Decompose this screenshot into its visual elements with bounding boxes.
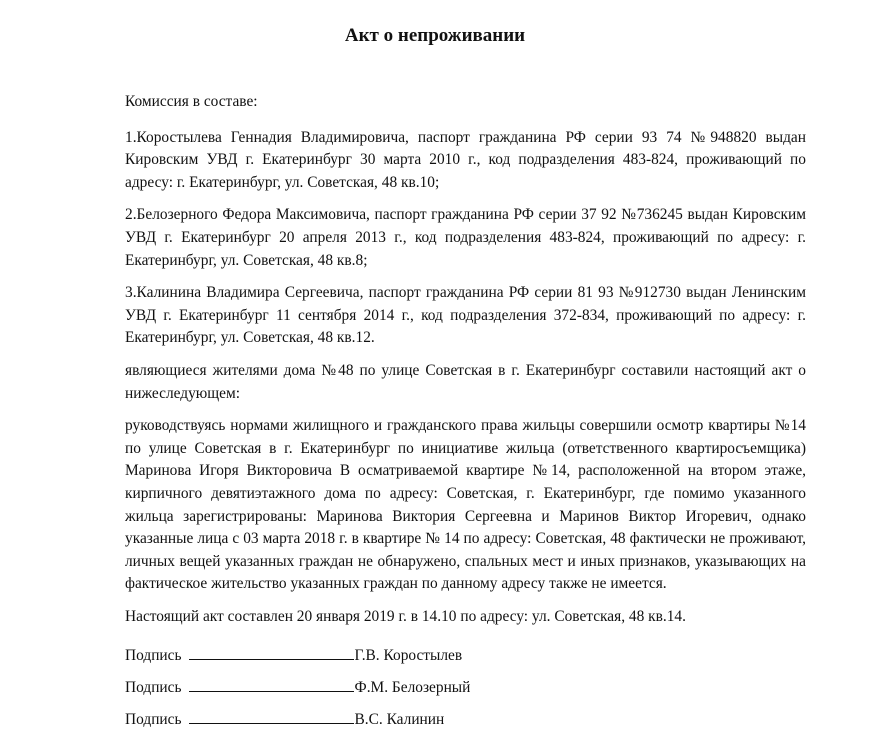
signature-line: [189, 644, 354, 660]
signature-row-1: [125, 644, 806, 666]
signature-row-3: [125, 708, 806, 730]
commission-member-1: 1.Коростылева Геннадия Владимировича, паспорт гражданина РФ серии 93 74 №948820 выдан Кировским УВД г. Екатеринбург 30 марта 2010 г., код подразделения 483-824, проживающий по адресу: г. Екатеринбург, ул. Советская, 48 кв.10;: [125, 128, 806, 191]
commission-member-2: 2.Белозерного Федора Максимовича, паспорт гражданина РФ серии 37 92 №736245 выдан Кировским УВД г. Екатеринбург 20 апреля 2013 г., код подразделения 483-824, проживающий по адресу: г. Екатеринбург, ул. Советская, 48 кв.8;: [125, 206, 806, 269]
signature-label: Подпись: [125, 711, 182, 729]
signature-label: Подпись: [125, 679, 182, 697]
signature-name: В.С. Калинин: [354, 711, 445, 729]
signature-line: [189, 676, 354, 692]
signature-name: Ф.М. Белозерный: [354, 679, 471, 697]
signature-name: Г.В. Коростылев: [354, 647, 463, 665]
commission-intro: Комиссия в составе:: [125, 93, 258, 110]
signature-row-2: [125, 676, 806, 698]
commission-member-3: 3.Калинина Владимира Сергеевича, паспорт гражданина РФ серии 81 93 №912730 выдан Ленинским УВД г. Екатеринбург 11 сентября 2014 г., код подразделения 372-834, проживающий по адресу: г. Екатеринбург, ул. Советская, 48 кв.12.: [125, 284, 806, 347]
signature-label: Подпись: [125, 647, 182, 665]
document-title: Акт о непроживании: [344, 25, 526, 46]
document-body: [125, 91, 806, 740]
residents-statement: являющиеся жителями дома №48 по улице Советская в г. Екатеринбург составили настоящий акт о нижеследующем:: [125, 361, 806, 402]
inspection-text: руководствуясь нормами жилищного и гражданского права жильцы совершили осмотр квартиры №14 по улице Советская в г. Екатеринбург по инициативе жильца (ответственного квартиросъемщика) Маринова Игоря Викторовича В осматриваемой квартире №14, расположенной на втором этаже, кирпичного девятиэтажного дома по адресу: Советская, г. Екатеринбург, где помимо указанного жильца зарегистрированы: Маринова Виктория Сергеевна и Маринов Виктор Игоревич, однако указанные лица с 03 марта 2018 г. в квартире № 14 по адресу: Советская, 48 фактически не проживают, личных вещей указанных граждан не обнаружено, спальных мест и иных признаков, указывающих на фактическое жительство указанных граждан по данному адресу также не имеется.: [125, 417, 806, 593]
final-statement: Настоящий акт составлен 20 января 2019 г. в 14.10 по адресу: ул. Советская, 48 кв.14.: [125, 607, 686, 625]
signature-line: [189, 708, 354, 724]
